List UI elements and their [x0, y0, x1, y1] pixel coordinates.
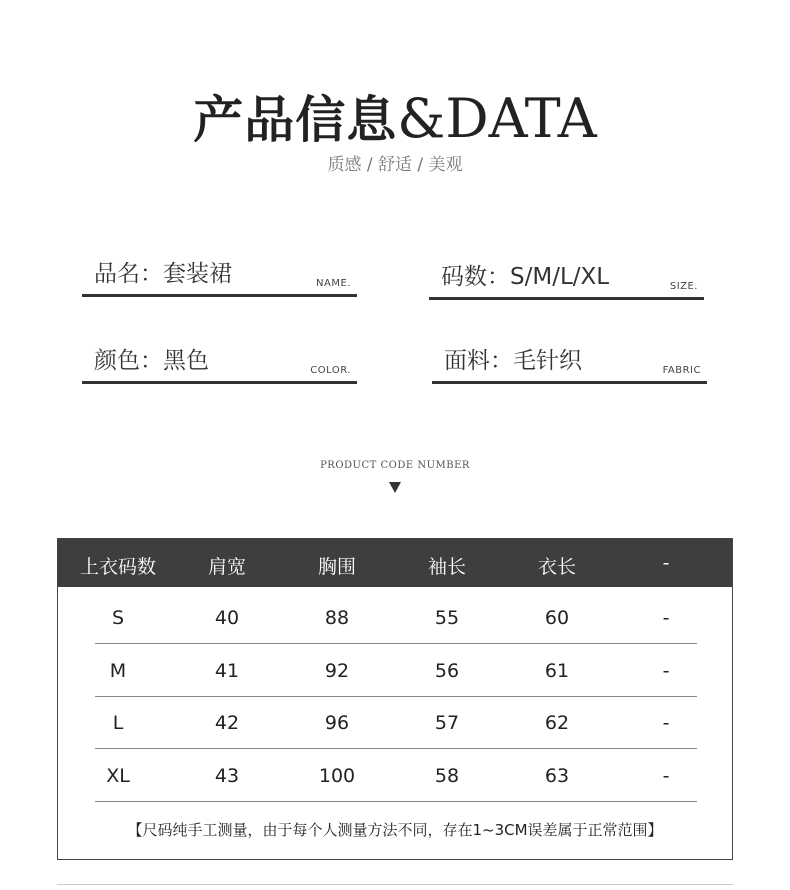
field-color-tag: COLOR. [310, 365, 351, 376]
field-color [82, 331, 357, 384]
table-cell: 96 [324, 712, 350, 734]
table-cell: - [662, 607, 670, 629]
table-row [95, 591, 697, 644]
field-color-label: 颜色：黑色 [94, 348, 209, 374]
table-cell: 61 [544, 660, 570, 682]
table-cell: XL [106, 765, 130, 787]
page-title [0, 80, 790, 152]
table-cell: M [109, 660, 127, 682]
header-cell: 袖长 [427, 556, 466, 578]
table-cell: 62 [544, 712, 570, 734]
table-cell: 43 [214, 765, 240, 787]
table-cell: 56 [434, 660, 460, 682]
table-cell: 41 [214, 660, 240, 682]
table-cell: 40 [214, 607, 240, 629]
header-cell: 肩宽 [207, 556, 246, 578]
table-header [58, 539, 732, 587]
table-cell: - [662, 712, 670, 734]
table-cell: 57 [434, 712, 460, 734]
size-table [57, 538, 733, 860]
table-cell: S [111, 607, 125, 629]
table-row [95, 644, 697, 697]
field-fabric-label: 面料：毛针织 [444, 348, 582, 374]
header-cell: 衣长 [537, 556, 576, 578]
table-cell: 100 [318, 765, 356, 787]
down-triangle-icon [389, 482, 401, 493]
field-size [429, 247, 704, 300]
table-row [95, 696, 697, 749]
table-cell: 60 [544, 607, 570, 629]
field-name-tag: NAME. [316, 278, 351, 289]
field-fabric-tag: FABRIC [662, 365, 701, 376]
table-cell: 63 [544, 765, 570, 787]
table-row [95, 749, 697, 802]
table-cell: 88 [324, 607, 350, 629]
table-cell: 55 [434, 607, 460, 629]
measurement-note: 【尺码纯手工测量，由于每个人测量方法不同，存在1~3CM误差属于正常范围】 [127, 821, 663, 839]
product-code-label: PRODUCT CODE NUMBER [320, 460, 470, 471]
table-cell: 42 [214, 712, 240, 734]
field-name-label: 品名：套装裙 [94, 261, 232, 287]
table-cell: L [112, 712, 124, 734]
field-name [82, 244, 357, 297]
field-size-label: 码数：S/M/L/XL [441, 264, 610, 290]
table-cell: - [662, 660, 670, 682]
header-cell: - [662, 552, 670, 574]
title-chinese: 产品信息 [193, 91, 398, 149]
divider [57, 884, 733, 885]
header-cell: 上衣码数 [79, 556, 156, 578]
header-cell: 胸围 [317, 556, 356, 578]
field-size-tag: SIZE. [669, 281, 698, 292]
field-fabric [432, 331, 707, 384]
table-cell: - [662, 765, 670, 787]
table-cell: 58 [434, 765, 460, 787]
table-cell: 92 [324, 660, 350, 682]
page-subtitle: 质感 / 舒适 / 美观 [327, 155, 463, 175]
title-english: &DATA [397, 87, 597, 150]
